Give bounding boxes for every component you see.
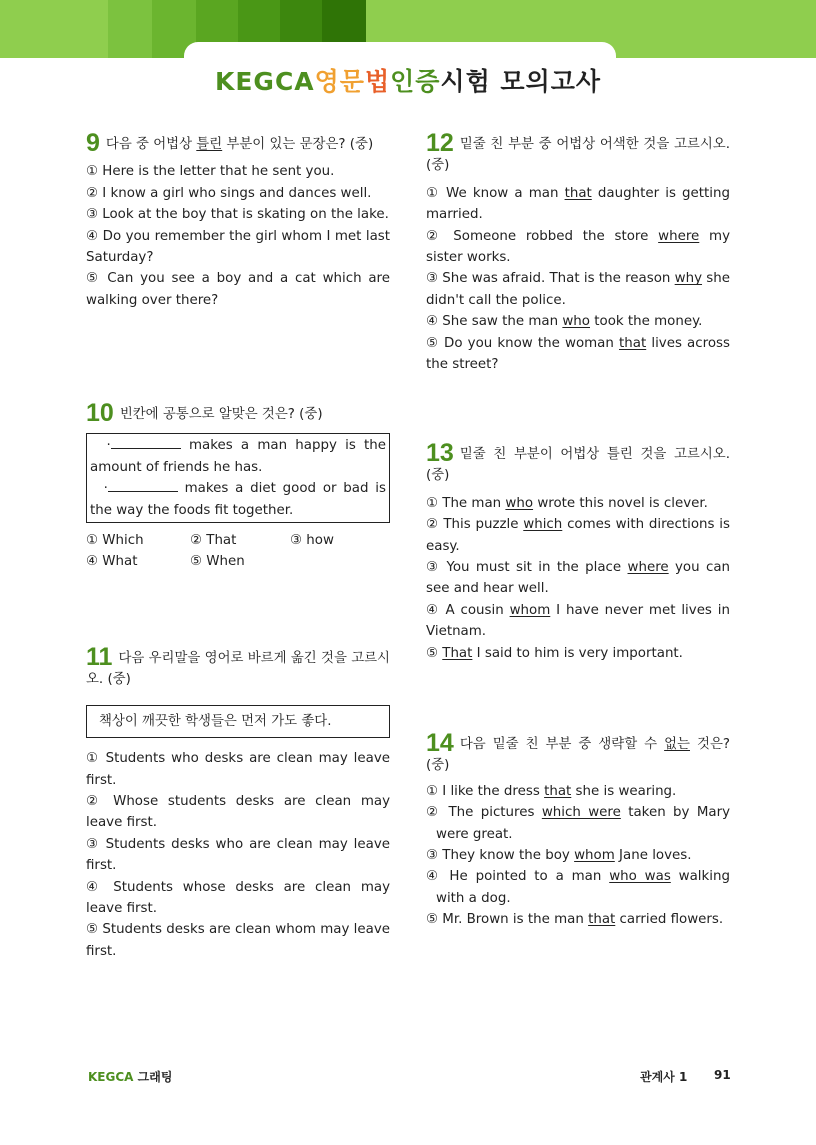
option[interactable]: ① Which — [86, 533, 144, 549]
question-number: 12 — [426, 129, 454, 157]
option[interactable]: ④ He pointed to a man who was walking with a dog. — [426, 869, 730, 906]
option[interactable]: ③ They know the boy whom Jane loves. — [426, 848, 692, 864]
footer-brand-suffix: 그래팅 — [137, 1070, 173, 1084]
title-part-4: 시험 모의고사 — [440, 67, 602, 96]
option[interactable]: ④ A cousin whom I have never met lives in Vietnam. — [426, 602, 730, 640]
page-number: 91 — [714, 1068, 731, 1082]
question-number: 11 — [86, 643, 113, 671]
option[interactable]: ⑤ When — [190, 554, 245, 570]
footer-logo: KEGCA — [88, 1070, 134, 1084]
page-title — [0, 62, 816, 98]
options-grid — [86, 530, 390, 573]
option[interactable]: ⑤ Students desks are clean whom may leave first. — [86, 922, 390, 959]
option[interactable]: ④ What — [86, 554, 138, 570]
box-line: · makes a diet good or bad is the way the foods fit together. — [90, 481, 386, 518]
option[interactable]: ② Whose students desks are clean may leave first. — [86, 794, 390, 831]
title-part-kegca: KEGCA — [214, 67, 315, 96]
question-number: 14 — [426, 729, 454, 757]
emphasis-word: 틀린 — [196, 137, 223, 152]
option[interactable]: ③ You must sit in the place where you can see and hear well. — [426, 560, 731, 597]
option[interactable]: ② This puzzle which comes with directions is easy. — [426, 517, 731, 554]
option[interactable]: ③ how — [290, 533, 334, 549]
option[interactable]: ⑤ Mr. Brown is the man that carried flowers. — [426, 912, 724, 928]
option[interactable]: ① Students who desks are clean may leave first. — [86, 751, 390, 788]
option[interactable]: ③ Look at the boy that is skating on the lake. — [86, 207, 389, 223]
question-number: 9 — [86, 129, 100, 157]
question-number: 10 — [86, 399, 114, 427]
blank-line — [111, 436, 181, 449]
title-part-3: 인증 — [390, 67, 441, 96]
question-11: 11 다음 우리말을 영어로 바르게 옮긴 것을 고르시오. (중) 책상이 깨끗한 학생들은 먼저 가도 좋다. ① Students who desks are clean may leave first. ② Whose students desks are clean may leave first. ③ Students desks who are clean may leave first. ④ Students whose desks are clean may leave first. ⑤ Students desks are clean whom may leave first. — [86, 647, 390, 962]
option[interactable]: ③ She was afraid. That is the reason why she didn't call the police. — [426, 271, 730, 308]
option[interactable]: ① I like the dress that she is wearing. — [426, 783, 677, 799]
footer-section: 관계사 1 — [640, 1070, 688, 1084]
option[interactable]: ⑤ Do you know the woman that lives across the street? — [426, 335, 730, 373]
passage-box — [86, 433, 390, 523]
option[interactable]: ⑤ That I said to him is very important. — [426, 645, 683, 661]
title-part-2: 법 — [364, 67, 391, 96]
title-part-1: 영문 — [314, 67, 365, 96]
option[interactable]: ② That — [190, 533, 237, 549]
question-9: 9 다음 중 어법상 틀린 부분이 있는 문장은? (중) ① Here is the letter that he sent you. ② I know a girl who sings and dances well. ③ Look at the boy that is skating on the lake. ④ Do you remember the girl whom I met last Saturday? ⑤ Can you see a boy and a cat which are walking over there? — [86, 133, 390, 311]
option[interactable]: ⑤ Can you see a boy and a cat which are walking over there? — [86, 271, 390, 308]
option[interactable]: ④ Students whose desks are clean may leave first. — [86, 879, 390, 917]
option[interactable]: ④ Do you remember the girl whom I met last Saturday? — [86, 228, 390, 266]
option[interactable]: ② I know a girl who sings and dances well. — [86, 185, 372, 201]
korean-sentence-box: 책상이 깨끗한 학생들은 먼저 가도 좋다. — [86, 705, 390, 738]
question-14: 14 다음 밑줄 친 부분 중 생략할 수 없는 것은? (중) ① I like the dress that she is wearing. ② The pictures which were taken by Mary were great. ③ They know the boy whom Jane loves. ④ He pointed to a man who was walking with a dog. ⑤ Mr. Brown is the man that carried flowers. — [426, 733, 730, 931]
question-number: 13 — [426, 439, 454, 467]
option[interactable]: ① The man who wrote this novel is clever. — [426, 495, 708, 511]
footer-brand — [88, 1068, 172, 1085]
option[interactable]: ② Someone robbed the store where my sister works. — [426, 228, 730, 266]
blank-line — [108, 479, 178, 492]
box-line: · makes a man happy is the amount of friends he has. — [90, 438, 387, 475]
option[interactable]: ② The pictures which were taken by Mary were great. — [426, 805, 731, 842]
question-13: 13 밑줄 친 부분이 어법상 틀린 것을 고르시오. (중) ① The man who wrote this novel is clever. ② This puzzle which comes with directions is easy. ③ You must sit in the place where you can see and hear well. ④ A cousin whom I have never met lives in Vietnam. ⑤ That I said to him is very important. — [426, 443, 730, 664]
option[interactable]: ① We know a man that daughter is getting married. — [426, 185, 730, 223]
question-10: 10 빈칸에 공통으로 알맞은 것은? (중) · makes a man happy is the amount of friends he has. · makes a diet good or bad is the way the foods fit together. ① Which ② That ③ how ④ What ⑤ When — [86, 403, 390, 573]
option[interactable]: ④ She saw the man who took the money. — [426, 314, 703, 330]
question-12: 12 밑줄 친 부분 중 어법상 어색한 것을 고르시오. (중) ① We know a man that daughter is getting married. ② Someone robbed the store where my sister works. ③ She was afraid. That is the reason why she didn't call the police. ④ She saw the man who took the money. ⑤ Do you know the woman that lives across the street? — [426, 133, 730, 375]
option[interactable]: ① Here is the letter that he sent you. — [86, 164, 335, 180]
option[interactable]: ③ Students desks who are clean may leave first. — [86, 836, 390, 874]
emphasis-word: 없는 — [664, 737, 690, 752]
